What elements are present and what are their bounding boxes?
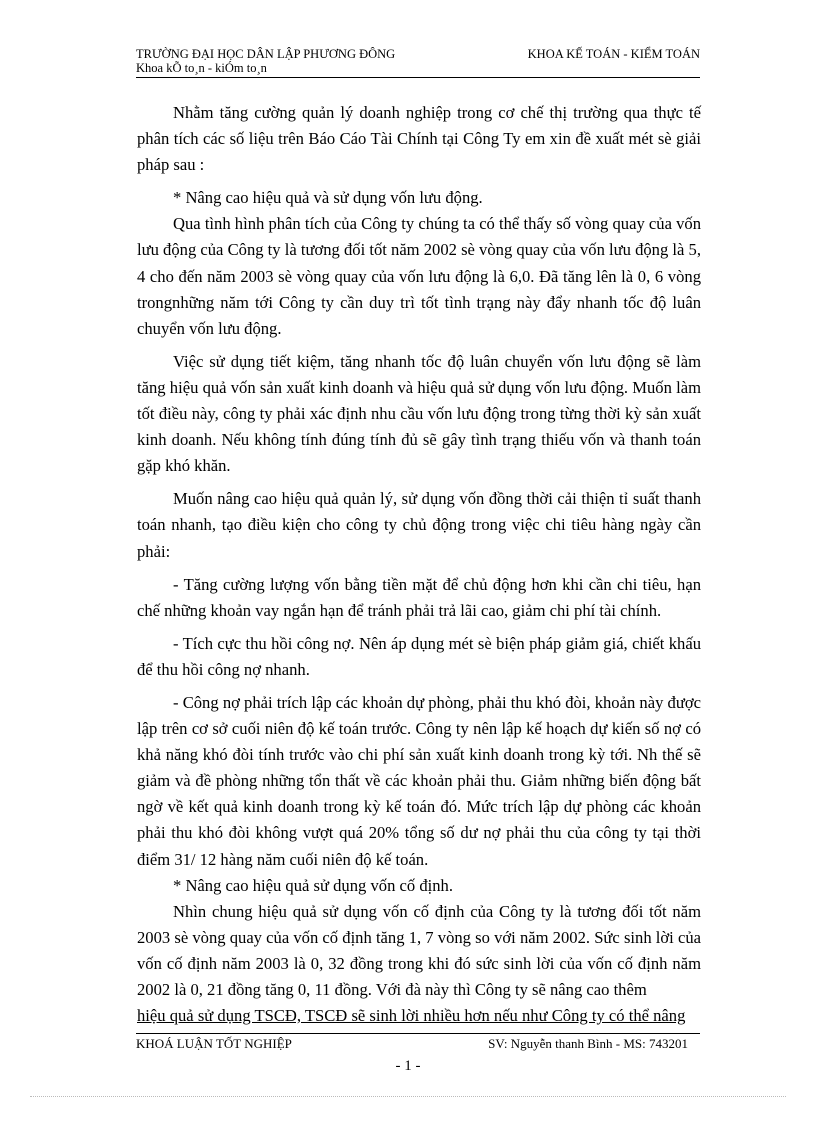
paragraph-turnover: Qua tình hình phân tích của Công ty chúng ta có thể thấy số vòng quay của vốn lưu động của Công ty là tương đối tốt năm 2002 sè vòng quay của vốn lưu động là 5, 4 cho đến năm 2003 sè vòng quay của vốn lưu động là 6,0. Đã tăng lên là 0, 6 vòng trongnhững năm tới Công ty cần duy trì tốt tình trạng này đẩy nhanh tốc độ luân chuyển vốn lưu động.: [137, 214, 701, 338]
list-item-provisions: - Công nợ phải trích lập các khoản dự phòng, phải thu khó đòi, khoản này được lập trên cơ sở cuối niên độ kế toán trước. Công ty nên lập kế hoạch dự kiến số nợ có khả năng khó đòi tính trước vào chi phí sản xuất kinh doanh trong kỳ tới. Nh thế sẽ giảm và đề phòng những tổn thất về các khoản phải thu. Giảm những biến động bất ngờ về kết quả kinh doanh trong kỳ kế toán đó. Mức trích lập dự phòng các khoản phải thu khó đòi không vượt quá 20% tổng số dư nợ phải thu của công ty tại thời điểm 31/ 12 hàng năm cuối niên độ kế toán.: [137, 692, 701, 869]
page-number: - 1 -: [395, 1058, 421, 1074]
paragraph-fixed-capital: Nhìn chung hiệu quả sử dụng vốn cố định của Công ty là tương đối tốt năm 2003 sè vòng quay của vốn cố định tăng 1, 7 vòng so với năm 2002. Sức sinh lời của vốn cố định năm 2003 là 0, 32 đồng trong khi đó sức sinh lời của vốn cố định năm 2002 là 0, 21 đồng tăng 0, 11 đồng. Với đà này thì Công ty sẽ nâng cao thêm: [137, 901, 701, 999]
school-name: TRƯỜNG ĐẠI HỌC DÂN LẬP PHƯƠNG ĐÔNG: [136, 47, 396, 61]
paragraph-continuation: hiệu quả sử dụng TSCĐ, TSCĐ sẽ sinh lời nhiều hơn nếu như Công ty có thể nâng: [137, 1006, 686, 1026]
student-info: SV: Nguyễn thanh Bình - MS: 743201: [488, 1036, 688, 1051]
page-break-line: [30, 1096, 786, 1097]
paragraph-management: Muốn nâng cao hiệu quả quản lý, sử dụng vốn đồng thời cải thiện tỉ suất thanh toán nhanh, tạo điều kiện cho công ty chủ động trong việc chi tiêu hàng ngày cần phải:: [137, 489, 701, 561]
page-footer: [136, 1033, 700, 1051]
paragraph-savings: Việc sử dụng tiết kiệm, tăng nhanh tốc độ luân chuyển vốn lưu động sẽ làm tăng hiệu quả vốn sản xuất kinh doanh và hiệu quả sử dụng vốn lưu động. Muốn làm tốt điều này, công ty phải xác định nhu cầu vốn lưu động trong từng thời kỳ sản xuất kinh doanh. Nếu không tính đúng tính đủ sẽ gây tình trạng thiếu vốn và thanh toán gặp khó khăn.: [137, 351, 701, 476]
paragraph-intro: Nhằm tăng cường quản lý doanh nghiệp trong cơ chế thị trường qua thực tế phân tích các số liệu trên Báo Cáo Tài Chính tại Công Ty em xin đề xuất mét sè giải pháp sau :: [137, 103, 701, 175]
header-subtitle: Khoa kÕ to¸n - kiÓm to¸n: [136, 61, 267, 75]
heading-fixed-capital: * Nâng cao hiệu quả sử dụng vốn cố định.: [173, 875, 453, 895]
document-body: [137, 100, 701, 1029]
list-item-debt-collection: - Tích cực thu hồi công nợ. Nên áp dụng mét sè biện pháp giảm giá, chiết khấu để thu hồi công nợ nhanh.: [137, 633, 701, 679]
heading-working-capital: * Nâng cao hiệu quả và sử dụng vốn lưu động.: [173, 188, 483, 208]
thesis-label: KHOÁ LUẬN TỐT NGHIỆP: [136, 1036, 292, 1051]
list-item-cash: - Tăng cường lượng vốn bằng tiền mặt để chủ động hơn khi cần chi tiêu, hạn chế những khoản vay ngắn hạn để tránh phải trả lãi cao, giảm chi phí tài chính.: [137, 574, 701, 620]
department-name: KHOA KẾ TOÁN - KIỂM TOÁN: [527, 47, 700, 61]
page-header: [136, 47, 700, 78]
